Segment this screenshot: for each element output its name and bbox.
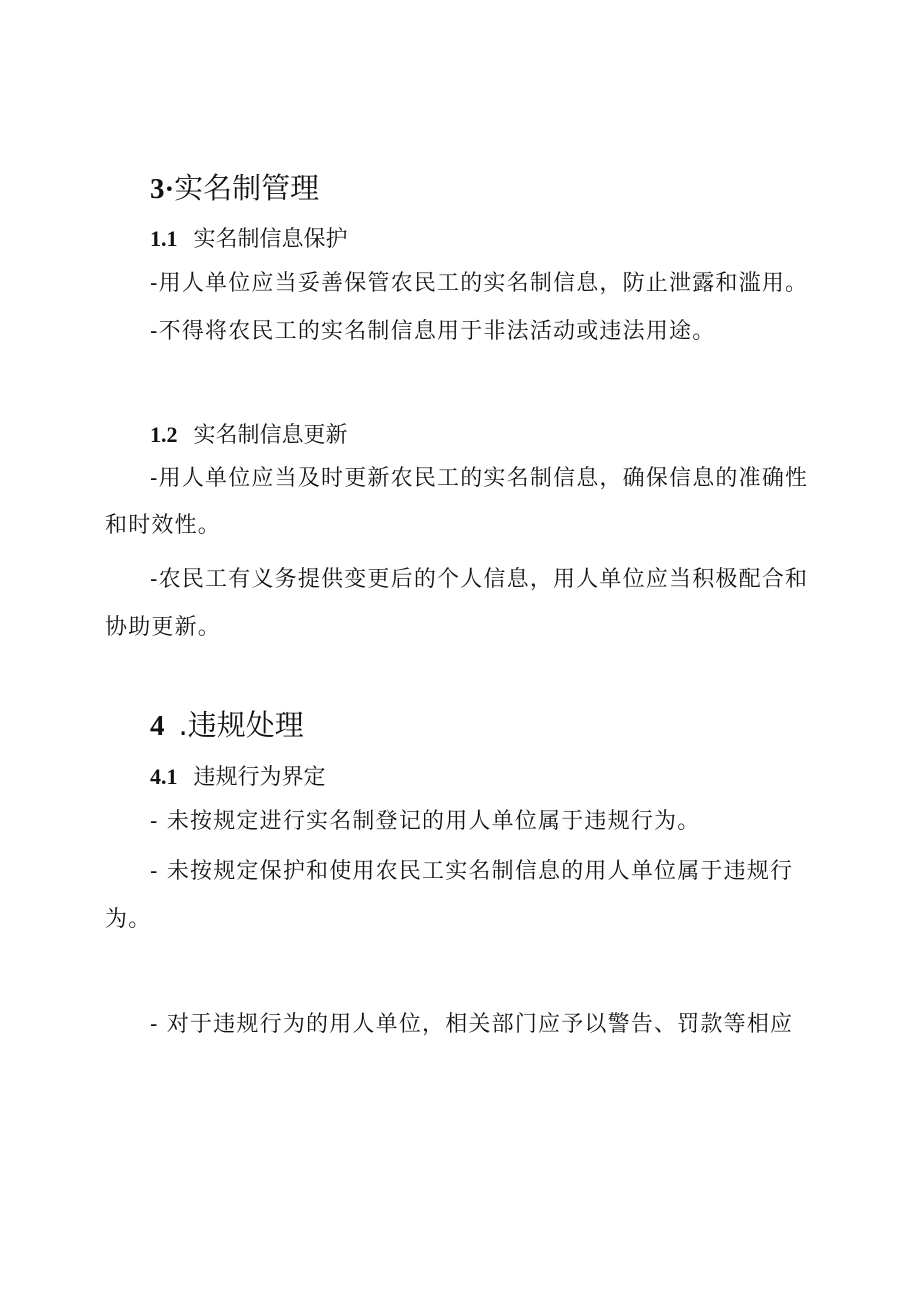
- paragraph-line: - 未按规定保护和使用农民工实名制信息的用人单位属于违规行: [150, 859, 794, 884]
- paragraph-line: -用人单位应当妥善保管农民工的实名制信息，防止泄露和滥用。: [150, 271, 809, 296]
- subsection-1-2-heading: [150, 418, 348, 449]
- subsection-4-1-title: 违规行为界定: [193, 765, 326, 790]
- subsection-1-1-heading: [150, 222, 348, 253]
- section-4-title: .违规处理: [178, 708, 304, 742]
- subsection-1-2-title: 实名制信息更新: [193, 423, 348, 448]
- section-3-number: 3·: [150, 173, 175, 205]
- subsection-1-2-number: 1.2: [150, 422, 178, 447]
- paragraph-line: -不得将农民工的实名制信息用于非法活动或违法用途。: [150, 319, 716, 344]
- paragraph-line: - 对于违规行为的用人单位，相关部门应予以警告、罚款等相应: [150, 1012, 794, 1037]
- section-3-heading: [150, 166, 319, 207]
- paragraph-line: - 未按规定进行实名制登记的用人单位属于违规行为。: [150, 809, 701, 834]
- section-4-heading: [150, 703, 304, 744]
- section-3-title: 实名制管理: [174, 171, 320, 205]
- paragraph-line: -用人单位应当及时更新农民工的实名制信息，确保信息的准确性: [150, 466, 809, 491]
- paragraph-line: -农民工有义务提供变更后的个人信息，用人单位应当积极配合和: [150, 567, 809, 592]
- paragraph-line: 和时效性。: [105, 513, 222, 538]
- subsection-1-1-number: 1.1: [150, 226, 178, 251]
- section-4-number: 4: [150, 710, 165, 742]
- subsection-4-1-heading: [150, 760, 326, 791]
- subsection-1-1-title: 实名制信息保护: [193, 227, 348, 252]
- paragraph-line: 协助更新。: [105, 615, 222, 640]
- paragraph-line: 为。: [105, 907, 152, 932]
- subsection-4-1-number: 4.1: [150, 764, 178, 789]
